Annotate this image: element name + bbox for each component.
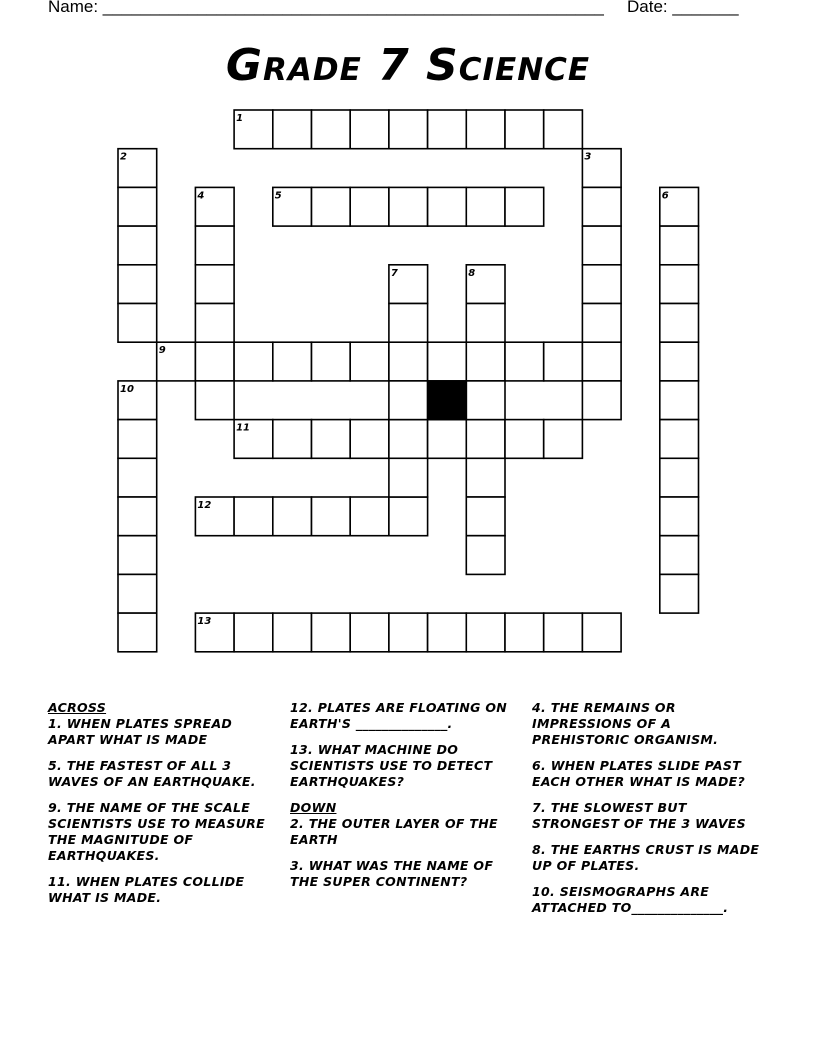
clue-number: 5. xyxy=(48,758,63,773)
grid-cell[interactable] xyxy=(195,265,234,304)
cell-number: 10 xyxy=(120,383,134,395)
grid-cell[interactable] xyxy=(466,342,505,381)
grid-cell[interactable] xyxy=(118,420,157,459)
clue-down-10 xyxy=(532,884,767,916)
grid-cell[interactable] xyxy=(660,420,699,459)
grid-cell[interactable] xyxy=(312,342,351,381)
clue-down-4 xyxy=(532,700,767,748)
cell-number: 6 xyxy=(661,190,669,202)
grid-cell[interactable] xyxy=(660,458,699,497)
clue-across-1 xyxy=(48,716,273,748)
grid-cell[interactable] xyxy=(466,613,505,652)
grid-cell[interactable] xyxy=(273,420,312,459)
cell-number: 13 xyxy=(197,616,212,628)
grid-cell[interactable] xyxy=(312,187,351,226)
grid-cell[interactable] xyxy=(389,110,428,149)
grid-cell[interactable] xyxy=(582,613,621,652)
grid-cell[interactable] xyxy=(582,304,621,343)
grid-cell[interactable] xyxy=(428,187,467,226)
grid-cell[interactable] xyxy=(350,187,389,226)
cell-number: 7 xyxy=(390,267,398,279)
cell-number: 4 xyxy=(197,190,205,202)
grid-cell[interactable] xyxy=(195,381,234,420)
clue-number: 7. xyxy=(532,800,547,815)
clue-text: WHAT MACHINE DO SCIENTISTS USE TO DETECT EARTHQUAKES? xyxy=(290,742,493,789)
clue-number: 12. xyxy=(290,700,314,715)
grid-cell[interactable] xyxy=(234,497,273,536)
grid-cell[interactable] xyxy=(660,381,699,420)
grid-cell[interactable] xyxy=(350,420,389,459)
grid-cell[interactable] xyxy=(118,497,157,536)
grid-cell[interactable] xyxy=(350,342,389,381)
grid-cell[interactable] xyxy=(466,420,505,459)
grid-cell[interactable] xyxy=(428,342,467,381)
cell-number: 2 xyxy=(120,151,127,163)
grid-cell[interactable] xyxy=(466,110,505,149)
black-cell xyxy=(428,381,467,420)
grid-cell[interactable] xyxy=(505,342,544,381)
grid-cell[interactable] xyxy=(312,420,351,459)
clue-down-8 xyxy=(532,842,767,874)
grid-cell[interactable] xyxy=(660,536,699,575)
grid-cell[interactable] xyxy=(118,536,157,575)
grid-cell[interactable] xyxy=(582,187,621,226)
grid-cell[interactable] xyxy=(389,342,428,381)
grid-cell[interactable] xyxy=(660,574,699,613)
cell-number: 1 xyxy=(236,113,244,124)
grid-cell[interactable] xyxy=(312,613,351,652)
grid-cell[interactable] xyxy=(466,536,505,575)
clue-number: 1. xyxy=(48,716,63,731)
clue-number: 8. xyxy=(532,842,547,857)
clue-number: 10. xyxy=(532,884,556,899)
grid-cell[interactable] xyxy=(466,304,505,343)
grid-cell[interactable] xyxy=(505,187,544,226)
grid-cell[interactable] xyxy=(312,497,351,536)
clue-column-3 xyxy=(532,700,767,926)
cell-number: 8 xyxy=(468,267,476,279)
clue-across-5 xyxy=(48,758,273,790)
clue-down-7 xyxy=(532,800,767,832)
grid-cell[interactable] xyxy=(312,110,351,149)
clue-number: 2. xyxy=(290,816,305,831)
cell-number: 11 xyxy=(236,422,251,434)
grid-cell[interactable] xyxy=(118,226,157,265)
clue-text: WHEN PLATES SLIDE PAST EACH OTHER WHAT IS MADE? xyxy=(532,758,746,789)
grid-cell[interactable] xyxy=(118,265,157,304)
grid-cell[interactable] xyxy=(273,110,312,149)
grid-cell[interactable] xyxy=(234,342,273,381)
clue-across-12 xyxy=(290,700,515,732)
clue-across-9 xyxy=(48,800,273,864)
grid-cell[interactable] xyxy=(582,226,621,265)
clue-text: WHEN PLATES SPREAD APART WHAT IS MADE xyxy=(48,716,233,747)
grid-cell[interactable] xyxy=(273,613,312,652)
clue-text: THE OUTER LAYER OF THE EARTH xyxy=(290,816,498,847)
grid-cell[interactable] xyxy=(350,110,389,149)
grid-cell[interactable] xyxy=(118,304,157,343)
clue-column-2 xyxy=(290,700,515,900)
grid-cell[interactable] xyxy=(350,613,389,652)
clue-across-11 xyxy=(48,874,273,906)
clue-text: SEISMOGRAPHS ARE ATTACHED TO______________. xyxy=(532,884,729,915)
grid-cell[interactable] xyxy=(118,458,157,497)
clue-text: WHAT WAS THE NAME OF THE SUPER CONTINENT? xyxy=(290,858,494,889)
grid-cell[interactable] xyxy=(466,458,505,497)
grid-cell[interactable] xyxy=(195,342,234,381)
grid-cell[interactable] xyxy=(195,226,234,265)
grid-cell[interactable] xyxy=(389,187,428,226)
date-field-label: Date: _______ xyxy=(627,0,739,16)
grid-cell[interactable] xyxy=(234,613,273,652)
grid-cell[interactable] xyxy=(389,420,428,459)
grid-cell[interactable] xyxy=(544,110,583,149)
grid-cell[interactable] xyxy=(582,342,621,381)
cell-number: 9 xyxy=(158,345,166,357)
clue-down-3 xyxy=(290,858,515,890)
cell-number: 5 xyxy=(274,190,282,202)
across-heading: ACROSS xyxy=(48,700,107,715)
grid-cell[interactable] xyxy=(582,381,621,420)
grid-cell[interactable] xyxy=(118,574,157,613)
grid-cell[interactable] xyxy=(505,420,544,459)
grid-cell[interactable] xyxy=(428,613,467,652)
grid-cell[interactable] xyxy=(660,342,699,381)
clue-text: THE SLOWEST BUT STRONGEST OF THE 3 WAVES xyxy=(532,800,746,831)
grid-cell[interactable] xyxy=(660,265,699,304)
clue-number: 9. xyxy=(48,800,63,815)
grid-cell[interactable] xyxy=(195,304,234,343)
clue-across-13 xyxy=(290,742,515,790)
cell-number: 3 xyxy=(584,151,592,163)
grid-cell[interactable] xyxy=(273,342,312,381)
grid-cell[interactable] xyxy=(428,420,467,459)
down-heading: DOWN xyxy=(290,800,337,815)
clue-text: THE NAME OF THE SCALE SCIENTISTS USE TO MEASURE THE MAGNITUDE OF EARTHQUAKES. xyxy=(48,800,265,863)
grid-cell[interactable] xyxy=(118,187,157,226)
grid-cell[interactable] xyxy=(350,497,389,536)
clue-text: THE REMAINS OR IMPRESSIONS OF A PREHISTORIC ORGANISM. xyxy=(532,700,719,747)
clue-text: WHEN PLATES COLLIDE WHAT IS MADE. xyxy=(48,874,245,905)
grid-cell[interactable] xyxy=(389,458,428,497)
clue-down-2 xyxy=(290,816,515,848)
grid-cell[interactable] xyxy=(118,613,157,652)
clue-text: THE EARTHS CRUST IS MADE UP OF PLATES. xyxy=(532,842,760,873)
grid-cell[interactable] xyxy=(389,304,428,343)
grid-cell[interactable] xyxy=(389,613,428,652)
grid-cell[interactable] xyxy=(466,187,505,226)
clue-column-1 xyxy=(48,700,273,916)
grid-cell[interactable] xyxy=(466,381,505,420)
cell-number: 12 xyxy=(197,500,212,511)
grid-cell[interactable] xyxy=(505,110,544,149)
grid-cell[interactable] xyxy=(389,381,428,420)
name-field-label: Name: _____________________________________________________ xyxy=(48,0,604,16)
page-title: Grade 7 Science xyxy=(225,40,591,91)
grid-cell[interactable] xyxy=(544,342,583,381)
grid-cell[interactable] xyxy=(428,110,467,149)
clue-number: 3. xyxy=(290,858,305,873)
grid-cell[interactable] xyxy=(660,226,699,265)
grid-cell[interactable] xyxy=(273,497,312,536)
grid-cell[interactable] xyxy=(660,497,699,536)
grid-cell[interactable] xyxy=(544,613,583,652)
clue-number: 4. xyxy=(532,700,547,715)
clue-text: PLATES ARE FLOATING ON EARTH'S ______________. xyxy=(290,700,508,731)
clue-number: 6. xyxy=(532,758,547,773)
grid-cell[interactable] xyxy=(389,497,428,536)
grid-cell[interactable] xyxy=(544,420,583,459)
clue-number: 13. xyxy=(290,742,314,757)
clue-down-6 xyxy=(532,758,767,790)
clue-text: THE FASTEST OF ALL 3 WAVES OF AN EARTHQUAKE. xyxy=(48,758,256,789)
grid-cell[interactable] xyxy=(660,304,699,343)
grid-cell[interactable] xyxy=(466,497,505,536)
grid-cell[interactable] xyxy=(505,613,544,652)
clue-number: 11. xyxy=(48,874,72,889)
grid-cell[interactable] xyxy=(582,265,621,304)
